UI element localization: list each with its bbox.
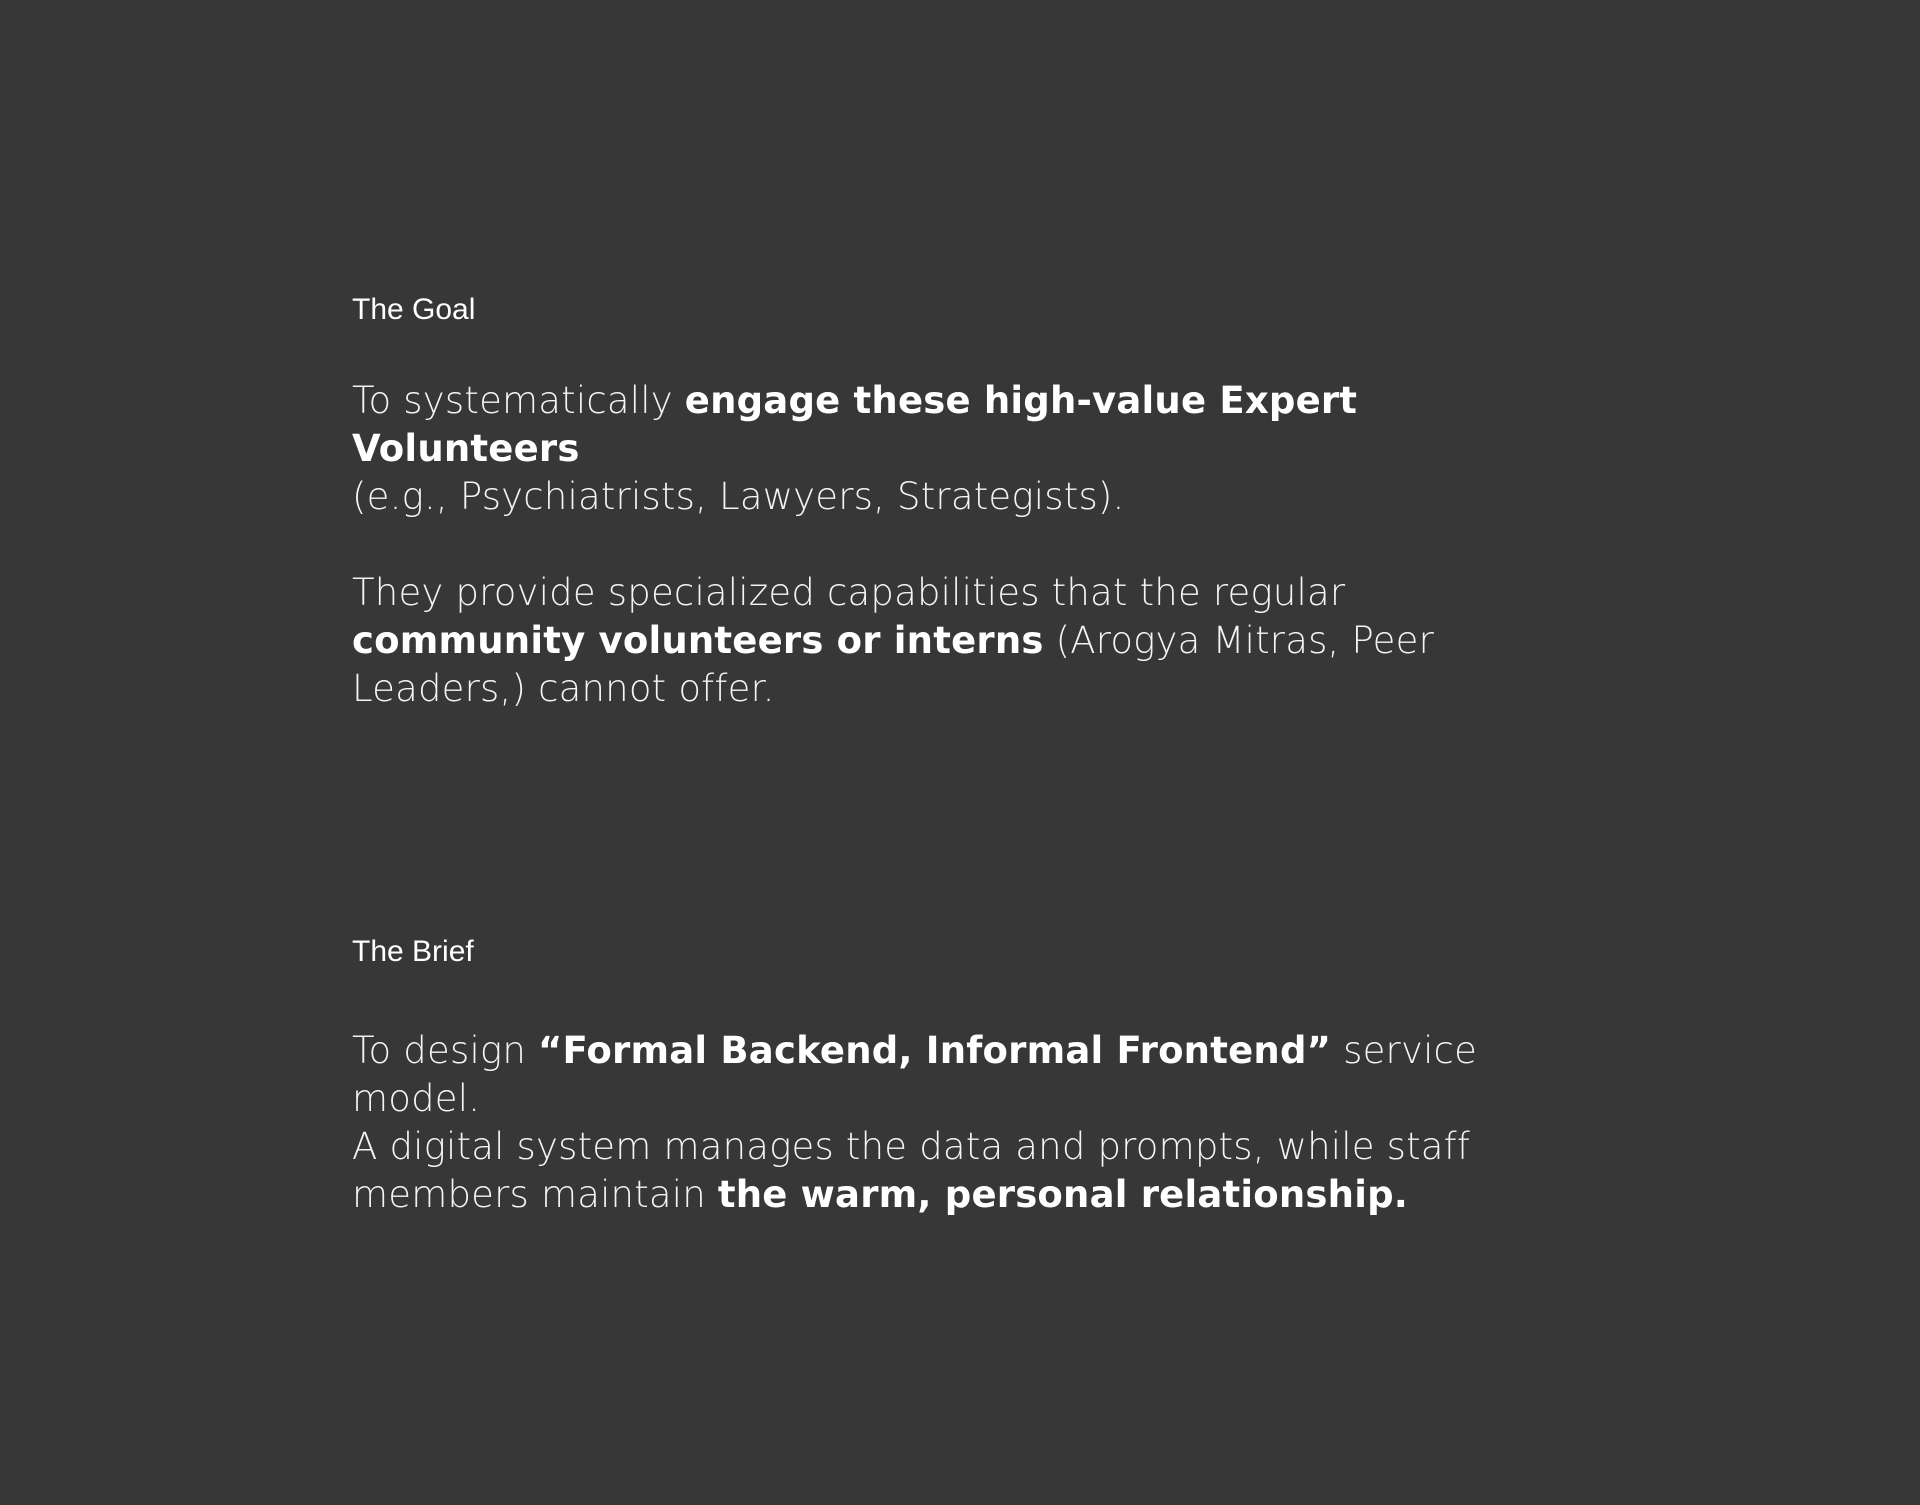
brief-label: The Brief xyxy=(352,935,474,968)
brief-p1-line1-bold: “Formal Backend, Informal Frontend” xyxy=(537,1029,1332,1072)
goal-p2-line3-text: Leaders,) cannot offer. xyxy=(352,667,775,710)
goal-p2-line2-bold: community volunteers or interns xyxy=(352,619,1044,662)
goal-section xyxy=(352,292,1532,713)
brief-p1-line3-bold: the warm, personal relationship. xyxy=(717,1173,1409,1216)
brief-section xyxy=(352,934,1532,1219)
goal-p2-line1-text: They provide specialized capabilities that the regular xyxy=(352,571,1346,614)
brief-p1-line2-text: A digital system manages the data and prompts, while staff xyxy=(352,1125,1471,1168)
brief-paragraph-1 xyxy=(352,1027,1532,1219)
goal-p1-line2-text: (e.g., Psychiatrists, Lawyers, Strategists). xyxy=(352,475,1125,518)
goal-paragraph-1 xyxy=(352,377,1532,521)
brief-p1-line3-text: members maintain xyxy=(352,1173,718,1216)
goal-paragraph-2 xyxy=(352,569,1532,713)
goal-label: The Goal xyxy=(352,293,476,326)
goal-p1-line1-bold: engage these high-value Expert Volunteers xyxy=(352,379,1358,470)
goal-p1-line1-text: To systematically xyxy=(352,379,685,422)
brief-p1-line1-text-b: service model. xyxy=(352,1029,1478,1120)
brief-p1-line1-text-a: To design xyxy=(352,1029,538,1072)
goal-p2-line2-text: (Arogya Mitras, Peer xyxy=(1043,619,1435,662)
